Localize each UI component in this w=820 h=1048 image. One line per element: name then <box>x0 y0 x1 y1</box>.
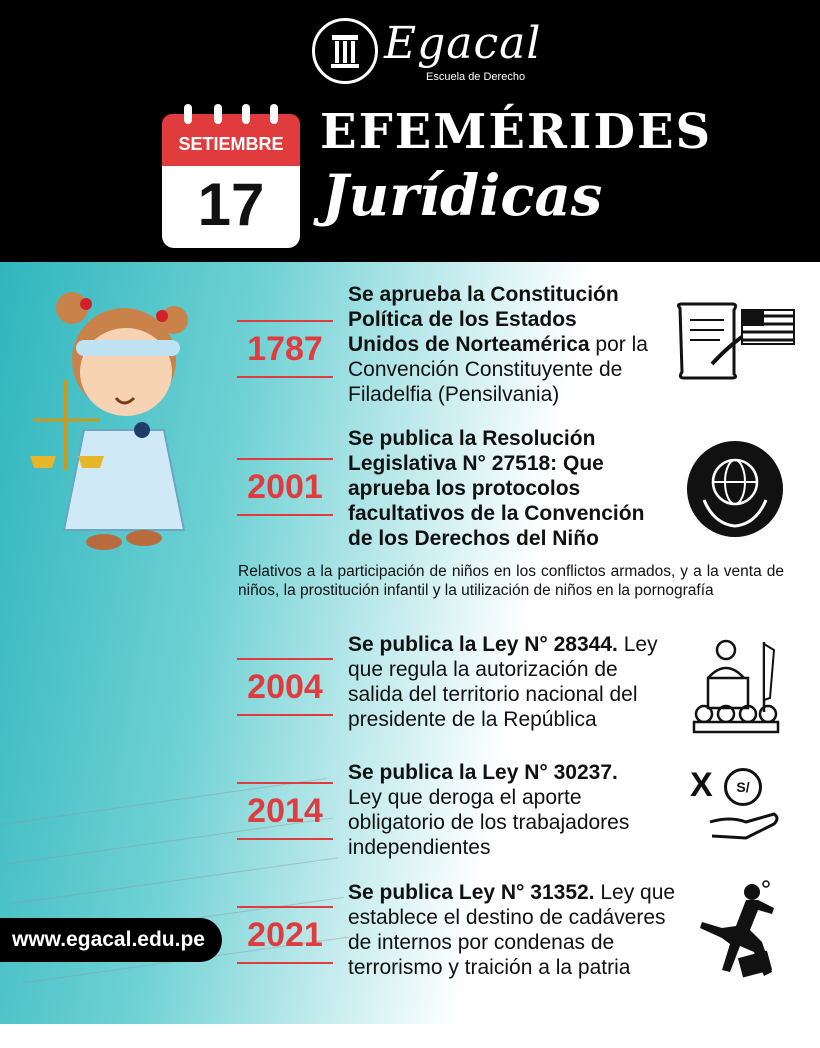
calendar-day: 17 <box>197 171 265 238</box>
header-banner <box>0 0 820 262</box>
event-2004: Se publica la Ley N° 28344. Ley que regula la autorización de salida del territorio nacional del presidente de la República <box>348 633 658 731</box>
justice-girl-illustration <box>24 280 214 570</box>
newspaper-watermark <box>0 716 378 1047</box>
corpse-outline-icon <box>692 880 790 985</box>
calendar-badge <box>162 104 300 248</box>
no-payment-hand-icon <box>690 764 782 853</box>
event-2001-note: Relativos a la participación de niños en los conflictos armados, y a la venta de niños, la prostitución infantil y la utilización de niños en la pornografía <box>238 563 784 599</box>
column-logo-icon <box>312 18 378 84</box>
page-title: EFEMÉRIDES <box>320 104 713 160</box>
year-1787: 1787 <box>237 320 333 378</box>
year-2004: 2004 <box>237 658 333 716</box>
event-2014: Se publica la Ley N° 30237. Ley que deroga el aporte obligatorio de los trabajadores independientes <box>348 761 630 859</box>
sol-coin: S/ <box>724 768 762 806</box>
cross-mark: X <box>690 766 713 804</box>
page-subtitle: Jurídicas <box>322 163 603 229</box>
event-2021: Se publica Ley N° 31352. Ley que establece el destino de cadáveres de internos por condenas de terrorismo y traición a la patria <box>348 881 676 979</box>
president-podium-icon <box>690 638 782 741</box>
year-2021: 2021 <box>237 906 333 964</box>
event-2001: Se publica la Resolución Legislativa N° 27518: Que aprueba los protocolos facultativos de la Convención de los Derechos del Niño <box>348 427 645 550</box>
constitution-scroll-icon <box>672 300 800 387</box>
brand-name: Egacal <box>384 18 542 69</box>
event-1787: Se aprueba la Constitución Política de los Estados Unidos de Norteamérica por la Convención Constituyente de Filadelfia (Pensilvania) <box>348 283 648 406</box>
unicef-globe-icon <box>686 440 784 543</box>
website-link[interactable]: www.egacal.edu.pe <box>0 918 222 962</box>
year-2014: 2014 <box>237 782 333 840</box>
year-2001: 2001 <box>237 458 333 516</box>
brand-subtitle: Escuela de Derecho <box>426 71 526 83</box>
calendar-month: SETIEMBRE <box>178 134 284 154</box>
